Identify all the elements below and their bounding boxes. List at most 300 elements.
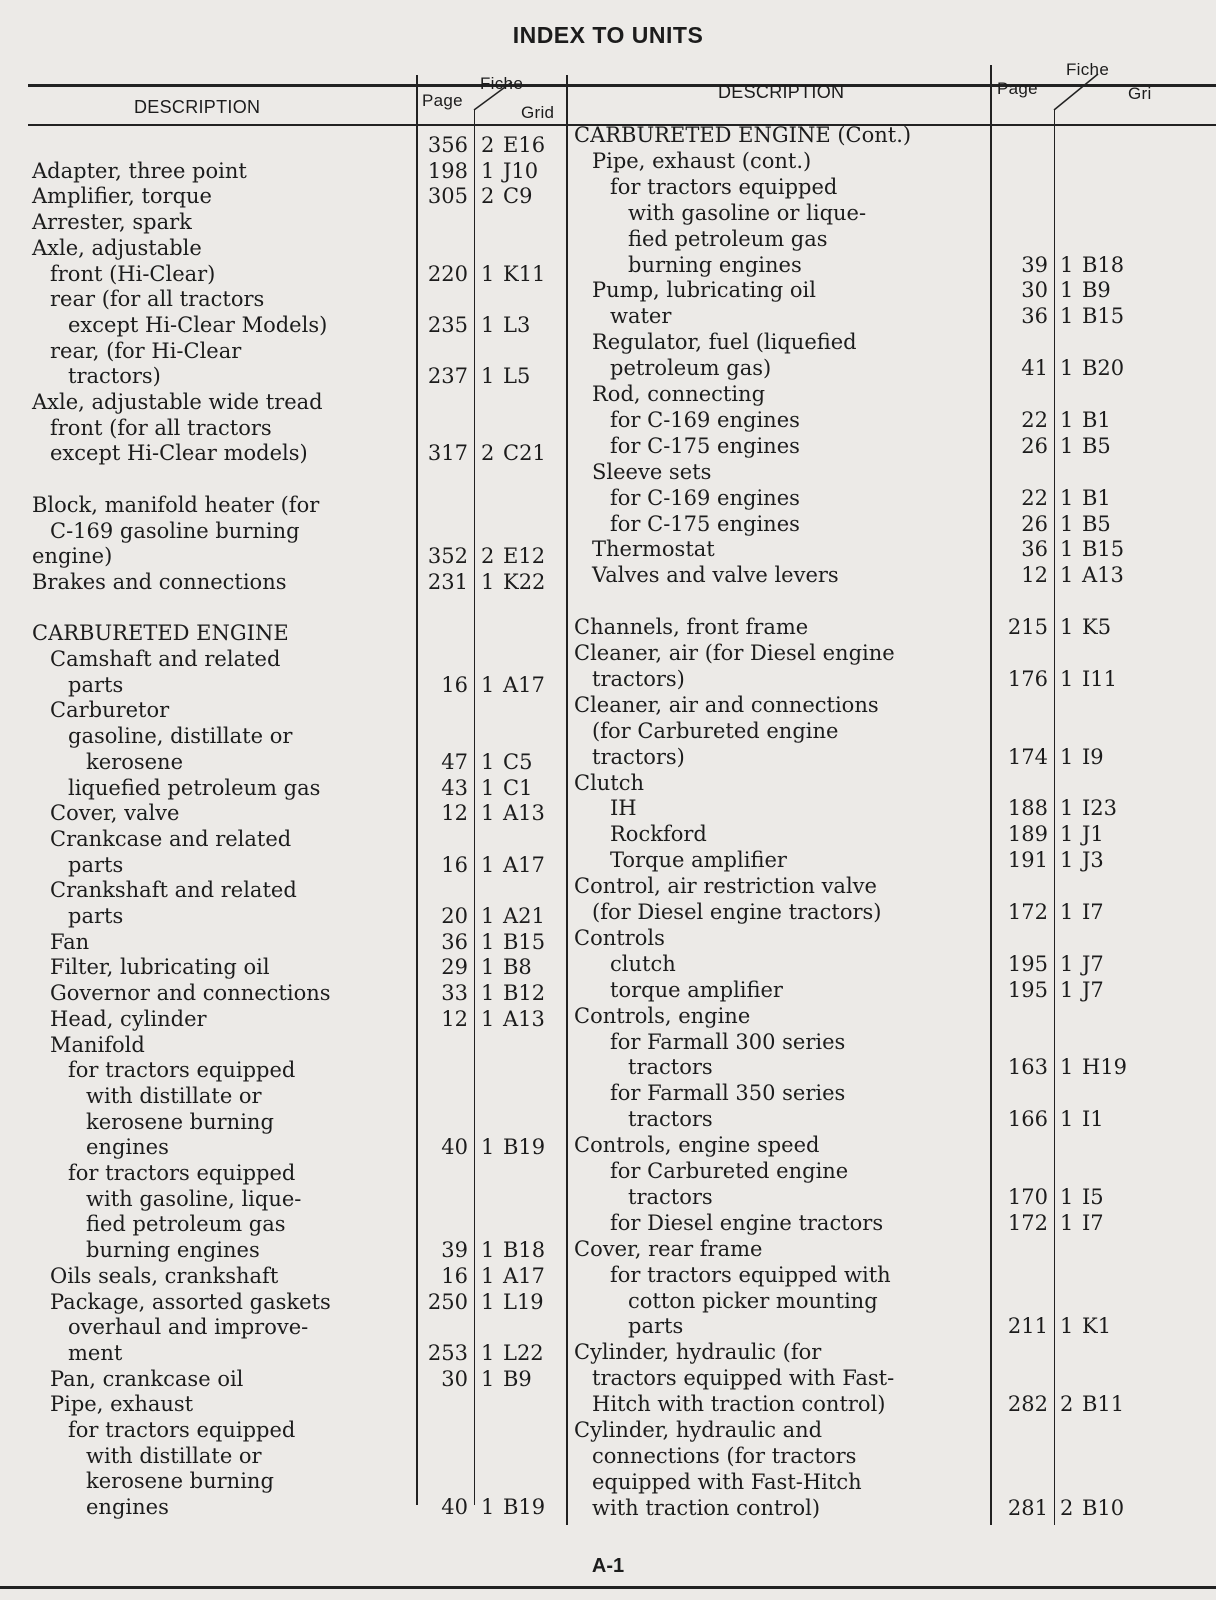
entry-description: Filter, lubricating oil <box>50 955 270 980</box>
entry-description: Valves and valve levers <box>592 563 839 588</box>
entry-description: Axle, adjustable wide tread <box>32 390 323 414</box>
entry-description: for C-175 engines <box>610 433 800 458</box>
entry-fiche: 1 <box>481 955 495 980</box>
entry-fiche: 1 <box>1060 666 1074 691</box>
index-entry <box>0 770 1216 796</box>
entry-description: engines <box>86 1135 169 1160</box>
entry-page: 36 <box>1021 304 1048 329</box>
index-entry <box>0 1262 1216 1288</box>
entry-description: Rockford <box>610 822 707 847</box>
entry-description: front (for all tractors <box>50 415 272 440</box>
entry-fiche: 1 <box>1060 433 1074 458</box>
entry-description: parts <box>628 1314 684 1339</box>
entry-grid: B9 <box>1082 278 1111 303</box>
entry-fiche: 1 <box>1060 1314 1074 1339</box>
entry-grid: I7 <box>1082 900 1104 924</box>
entry-page: 189 <box>1007 822 1048 847</box>
entry-description: Manifold <box>50 1032 145 1057</box>
entry-description: CARBURETED ENGINE <box>32 621 289 646</box>
entry-description: Controls, engine speed <box>574 1133 820 1158</box>
entry-fiche: 1 <box>481 1238 495 1263</box>
index-entry <box>0 1029 1216 1055</box>
entry-description: tractors) <box>68 364 161 389</box>
entry-page: 39 <box>1021 252 1048 277</box>
index-entry <box>0 1339 1216 1365</box>
entry-page: 26 <box>1021 433 1048 458</box>
entry-grid: L19 <box>503 1289 544 1314</box>
entry-grid: B15 <box>1082 304 1125 329</box>
entry-description: for tractors equipped with <box>610 1262 891 1287</box>
entry-fiche: 1 <box>1060 1055 1074 1080</box>
entry-description: Cylinder, hydraulic (for <box>574 1340 822 1365</box>
entry-fiche: 2 <box>1060 1495 1074 1520</box>
entry-page: 198 <box>427 158 468 183</box>
entry-fiche: 2 <box>481 441 495 466</box>
entry-description: for Carbureted engine <box>610 1159 849 1183</box>
entry-fiche: 1 <box>1060 822 1074 847</box>
right-page-header: Page <box>997 79 1038 98</box>
entry-description: Oils seals, crankshaft <box>50 1263 279 1288</box>
index-entry <box>0 485 1216 511</box>
index-entry <box>0 303 1216 329</box>
entry-grid: B5 <box>1082 511 1111 536</box>
entry-page: 191 <box>1007 848 1048 873</box>
entry-description: cotton picker mounting <box>628 1288 878 1313</box>
entry-fiche: 1 <box>1060 537 1074 562</box>
entry-page: 41 <box>1021 356 1048 381</box>
index-entry <box>0 1054 1216 1080</box>
entry-description: Torque amplifier <box>610 848 787 873</box>
index-entry <box>0 925 1216 951</box>
index-entry <box>0 1003 1216 1029</box>
index-entry <box>0 692 1216 718</box>
index-entry <box>0 536 1216 562</box>
entry-fiche: 1 <box>481 852 495 877</box>
entry-page: 215 <box>1007 615 1048 640</box>
entry-page: 195 <box>1007 977 1048 1002</box>
entry-fiche: 1 <box>1060 278 1074 303</box>
entry-fiche: 1 <box>481 158 495 183</box>
entry-grid: B18 <box>503 1238 546 1263</box>
entry-page: 282 <box>1007 1392 1048 1417</box>
entry-grid: B11 <box>1082 1392 1125 1417</box>
entry-description: Hitch with traction control) <box>592 1392 886 1417</box>
entry-description: kerosene burning <box>86 1469 274 1494</box>
entry-description: liquefied petroleum gas <box>68 775 321 800</box>
entry-description: with distillate or <box>86 1443 262 1468</box>
entry-description: except Hi-Clear Models) <box>68 312 328 337</box>
entry-description: Cylinder, hydraulic and <box>574 1418 823 1442</box>
entry-description: water <box>610 304 672 329</box>
entry-grid: J7 <box>1082 977 1104 1002</box>
entry-fiche: 1 <box>1060 1210 1074 1235</box>
entry-page: 237 <box>427 364 468 389</box>
entry-description: Cleaner, air (for Diesel engine <box>574 641 895 665</box>
entry-description: tractors equipped with Fast- <box>592 1366 895 1391</box>
entry-description: for tractors equipped <box>68 1418 296 1442</box>
entry-fiche: 1 <box>481 569 495 594</box>
entry-page: 317 <box>427 441 468 466</box>
entry-grid: I23 <box>1082 796 1118 821</box>
entry-description: with gasoline, lique- <box>86 1186 302 1211</box>
entry-description: C-169 gasoline burning <box>50 518 300 543</box>
entry-description: IH <box>610 796 637 821</box>
entry-grid: J1 <box>1082 822 1104 847</box>
entry-grid: A13 <box>503 801 545 826</box>
entry-grid: C5 <box>503 749 533 774</box>
index-entry <box>0 1288 1216 1314</box>
index-entry <box>0 1313 1216 1339</box>
index-entry <box>0 1158 1216 1184</box>
entry-fiche: 2 <box>481 184 495 209</box>
entry-grid: I1 <box>1082 1107 1104 1132</box>
entry-description: for C-175 engines <box>610 511 800 536</box>
entry-description: equipped with Fast-Hitch <box>592 1469 862 1494</box>
entry-fiche: 1 <box>481 672 495 697</box>
entry-page: 356 <box>427 133 468 157</box>
entry-description: petroleum gas) <box>610 356 772 381</box>
entry-description: with gasoline or lique- <box>628 200 867 225</box>
entry-grid: B8 <box>503 955 532 980</box>
footer-rule <box>0 1586 1216 1589</box>
left-grid-header: Grid <box>521 103 555 122</box>
entry-description: Head, cylinder <box>50 1006 207 1031</box>
entry-grid: C1 <box>503 775 533 800</box>
entry-description: Package, assorted gaskets <box>50 1289 331 1314</box>
entry-fiche: 1 <box>481 1495 495 1520</box>
entry-description: for tractors equipped <box>68 1058 296 1083</box>
entry-fiche: 2 <box>481 133 495 157</box>
index-entry <box>0 614 1216 640</box>
entry-description: Pan, crankcase oil <box>50 1366 244 1391</box>
entry-fiche: 1 <box>481 1289 495 1314</box>
index-entry <box>0 977 1216 1003</box>
entry-fiche: 1 <box>1060 1184 1074 1209</box>
entry-page: 30 <box>441 1366 468 1391</box>
entry-fiche: 1 <box>481 929 495 954</box>
entry-grid: K5 <box>1082 615 1112 640</box>
entry-page: 36 <box>1021 537 1048 562</box>
entry-page: 16 <box>441 1263 468 1288</box>
index-entry <box>0 1495 1216 1521</box>
entry-page: 40 <box>441 1495 468 1520</box>
entry-fiche: 1 <box>481 1366 495 1391</box>
entry-grid: H19 <box>1082 1055 1128 1080</box>
entry-grid: A13 <box>503 1006 545 1031</box>
entry-fiche: 1 <box>1060 900 1074 924</box>
entry-fiche: 1 <box>481 1263 495 1288</box>
entry-description: fied petroleum gas <box>86 1212 286 1237</box>
entry-description: Pump, lubricating oil <box>592 278 816 303</box>
entry-description: engines <box>86 1495 169 1520</box>
entry-page: 22 <box>1021 407 1048 432</box>
entry-description: connections (for tractors <box>592 1443 857 1468</box>
entry-description: parts <box>68 852 124 877</box>
entry-description: for tractors equipped <box>610 174 838 199</box>
entry-page: 188 <box>1007 796 1048 821</box>
index-entry <box>0 899 1216 925</box>
entry-page: 43 <box>441 775 468 800</box>
entry-description: with traction control) <box>592 1495 821 1520</box>
entry-grid: B1 <box>1082 485 1111 510</box>
left-fiche-header: Fiche <box>480 74 524 93</box>
entry-page: 12 <box>441 1006 468 1031</box>
entry-description: for Farmall 300 series <box>610 1029 846 1054</box>
entry-grid: B9 <box>503 1366 532 1391</box>
entry-description: kerosene burning <box>86 1109 274 1134</box>
entry-description: torque amplifier <box>610 977 783 1002</box>
entry-description: Amplifier, torque <box>32 184 212 209</box>
entry-fiche: 1 <box>1060 304 1074 329</box>
index-entry <box>0 1210 1216 1236</box>
entry-description: Controls <box>574 925 665 950</box>
entry-fiche: 1 <box>481 981 495 1006</box>
entry-grid: K1 <box>1082 1314 1112 1339</box>
entry-grid: E12 <box>503 544 546 569</box>
entry-page: 172 <box>1007 900 1048 924</box>
entry-grid: A17 <box>503 672 545 697</box>
index-entry <box>0 1391 1216 1417</box>
entry-fiche: 1 <box>481 312 495 337</box>
entry-description: clutch <box>610 951 676 976</box>
entry-page: 16 <box>441 852 468 877</box>
left-description-header: DESCRIPTION <box>134 97 261 117</box>
entry-description: front (Hi-Clear) <box>50 261 216 286</box>
entry-page: 39 <box>441 1238 468 1263</box>
index-entry <box>0 1417 1216 1443</box>
entry-fiche: 1 <box>481 261 495 286</box>
index-entry <box>0 459 1216 485</box>
entry-fiche: 2 <box>1060 1392 1074 1417</box>
entry-page: 36 <box>441 929 468 954</box>
entry-fiche: 1 <box>481 1340 495 1365</box>
entry-grid: B15 <box>503 929 546 954</box>
entry-description: Regulator, fuel (liquefied <box>592 330 857 355</box>
entry-fiche: 1 <box>481 904 495 928</box>
entry-grid: J10 <box>503 158 539 183</box>
entry-fiche: 1 <box>481 801 495 826</box>
entry-fiche: 1 <box>1060 796 1074 821</box>
entry-fiche: 1 <box>481 364 495 389</box>
entry-grid: J3 <box>1082 848 1104 873</box>
entry-fiche: 1 <box>481 1135 495 1160</box>
entry-description: Block, manifold heater (for <box>32 492 320 517</box>
index-entry <box>0 381 1216 407</box>
entry-grid: L3 <box>503 312 531 337</box>
entry-page: 211 <box>1007 1314 1048 1339</box>
entry-grid: L22 <box>503 1340 544 1365</box>
entry-description: Channels, front frame <box>574 615 809 640</box>
entry-description: for Diesel engine tractors <box>610 1210 884 1235</box>
entry-description: parts <box>68 672 124 697</box>
entry-fiche: 1 <box>1060 744 1074 769</box>
entry-page: 235 <box>427 312 468 337</box>
index-entry <box>0 252 1216 278</box>
index-entry <box>0 1365 1216 1391</box>
entry-grid: I5 <box>1082 1184 1104 1209</box>
entry-description: engine) <box>32 544 113 569</box>
entry-description: rear (for all tractors <box>50 287 265 312</box>
index-entry <box>0 122 1216 148</box>
entry-description: burning engines <box>86 1238 260 1263</box>
entry-grid: A13 <box>1082 563 1124 588</box>
entry-description: Cover, valve <box>50 801 180 826</box>
entry-page: 172 <box>1007 1210 1048 1235</box>
entry-page: 195 <box>1007 951 1048 976</box>
entry-grid: L5 <box>503 364 531 389</box>
entry-fiche: 2 <box>481 544 495 569</box>
entry-fiche: 1 <box>1060 485 1074 510</box>
index-entry <box>0 1184 1216 1210</box>
entry-grid: B18 <box>1082 252 1125 277</box>
index-entry <box>0 1132 1216 1158</box>
entry-page: 40 <box>441 1135 468 1160</box>
index-entry <box>0 1080 1216 1106</box>
index-entry <box>0 277 1216 303</box>
entry-description: parts <box>68 904 124 928</box>
entry-description: for tractors equipped <box>68 1161 296 1185</box>
entry-fiche: 1 <box>1060 356 1074 381</box>
entry-description: Crankcase and related <box>50 826 292 851</box>
entry-description: tractors) <box>592 666 685 691</box>
entry-description: for Farmall 350 series <box>610 1081 846 1106</box>
entry-grid: B1 <box>1082 407 1111 432</box>
entry-fiche: 1 <box>1060 848 1074 873</box>
entry-description: Camshaft and related <box>50 647 281 671</box>
index-entry <box>0 174 1216 200</box>
entry-description: Adapter, three point <box>32 158 247 183</box>
entry-description: ment <box>68 1340 123 1365</box>
index-entry <box>0 148 1216 174</box>
entry-description: Carburetor <box>50 698 170 723</box>
entry-description: Crankshaft and related <box>50 878 297 903</box>
entry-page: 166 <box>1007 1107 1048 1132</box>
entry-description: rear, (for Hi-Clear <box>50 338 242 363</box>
entry-grid: A17 <box>503 1263 545 1288</box>
entry-description: Cover, rear frame <box>574 1236 763 1261</box>
entry-description: CARBURETED ENGINE (Cont.) <box>574 123 912 147</box>
entry-grid: I11 <box>1082 666 1118 691</box>
entry-grid: J7 <box>1082 951 1104 976</box>
index-entry <box>0 588 1216 614</box>
entry-description: Cleaner, air and connections <box>574 692 879 717</box>
index-entry <box>0 511 1216 537</box>
index-entry <box>0 847 1216 873</box>
index-entry <box>0 666 1216 692</box>
index-entry <box>0 355 1216 381</box>
entry-fiche: 1 <box>481 1006 495 1031</box>
index-entry <box>0 200 1216 226</box>
entry-page: 163 <box>1007 1055 1048 1080</box>
entry-page: 22 <box>1021 485 1048 510</box>
entry-description: (for Diesel engine tractors) <box>592 900 882 924</box>
entry-description: Pipe, exhaust <box>50 1392 194 1417</box>
entry-description: Governor and connections <box>50 981 331 1006</box>
entry-description: Pipe, exhaust (cont.) <box>592 148 812 173</box>
entry-description: Controls, engine <box>574 1003 751 1028</box>
index-entry <box>0 873 1216 899</box>
page-title: INDEX TO UNITS <box>512 22 704 48</box>
entry-description: Control, air restriction valve <box>574 874 877 899</box>
entry-description: with distillate or <box>86 1083 262 1108</box>
entry-description: (for Carbureted engine <box>592 718 839 743</box>
index-entry <box>0 718 1216 744</box>
entry-description: fied petroleum gas <box>628 226 828 251</box>
entry-description: for C-169 engines <box>610 407 800 432</box>
entry-description: tractors <box>628 1055 713 1080</box>
entry-page: 231 <box>427 569 468 594</box>
entry-page: 352 <box>427 544 468 569</box>
entry-page: 12 <box>1021 563 1048 588</box>
left-page-header: Page <box>422 91 463 110</box>
entry-grid: E16 <box>503 133 546 157</box>
entry-grid: C21 <box>503 441 546 466</box>
index-entry <box>0 795 1216 821</box>
entry-grid: K11 <box>503 261 546 286</box>
entry-fiche: 1 <box>481 775 495 800</box>
entry-grid: C9 <box>503 184 533 209</box>
entry-description: Arrester, spark <box>32 210 192 235</box>
entry-page: 16 <box>441 672 468 697</box>
entry-page: 30 <box>1021 278 1048 303</box>
entry-fiche: 1 <box>1060 563 1074 588</box>
entry-page: 174 <box>1007 744 1048 769</box>
entry-grid: A17 <box>503 852 545 877</box>
right-grid-header: Gri <box>1128 84 1152 103</box>
entry-description: burning engines <box>628 252 802 277</box>
entry-description: Thermostat <box>592 537 715 562</box>
entry-description: except Hi-Clear models) <box>50 441 308 466</box>
entry-description: tractors) <box>592 744 685 769</box>
entry-page: 305 <box>427 184 468 209</box>
index-entry <box>0 329 1216 355</box>
entry-page: 250 <box>427 1289 468 1314</box>
entry-fiche: 1 <box>1060 511 1074 536</box>
page-number: A-1 <box>591 1555 625 1577</box>
entry-page: 170 <box>1007 1184 1048 1209</box>
entry-description: Axle, adjustable <box>32 235 202 260</box>
entry-page: 29 <box>441 955 468 980</box>
index-entry <box>0 562 1216 588</box>
entry-description: Sleeve sets <box>592 459 712 484</box>
entry-page: 253 <box>427 1340 468 1365</box>
index-entry <box>0 1236 1216 1262</box>
entry-fiche: 1 <box>1060 407 1074 432</box>
entry-grid: B10 <box>1082 1495 1125 1520</box>
right-description-header: DESCRIPTION <box>718 82 845 102</box>
entry-page: 47 <box>441 749 468 774</box>
entry-grid: I7 <box>1082 1210 1104 1235</box>
index-entry <box>0 1469 1216 1495</box>
entry-fiche: 1 <box>1060 252 1074 277</box>
entry-grid: B20 <box>1082 356 1125 381</box>
entry-description: for C-169 engines <box>610 485 800 510</box>
index-entry <box>0 640 1216 666</box>
entry-grid: B15 <box>1082 537 1125 562</box>
entry-fiche: 1 <box>481 749 495 774</box>
index-entry <box>0 821 1216 847</box>
index-entry <box>0 1443 1216 1469</box>
entry-description: Rod, connecting <box>592 382 766 406</box>
entry-grid: B5 <box>1082 433 1111 458</box>
index-entry <box>0 1106 1216 1132</box>
entry-description: kerosene <box>86 749 183 774</box>
entry-page: 26 <box>1021 511 1048 536</box>
entry-grid: K22 <box>503 569 546 594</box>
entry-fiche: 1 <box>1060 977 1074 1002</box>
entry-description: tractors <box>628 1107 713 1132</box>
entry-page: 20 <box>441 904 468 928</box>
